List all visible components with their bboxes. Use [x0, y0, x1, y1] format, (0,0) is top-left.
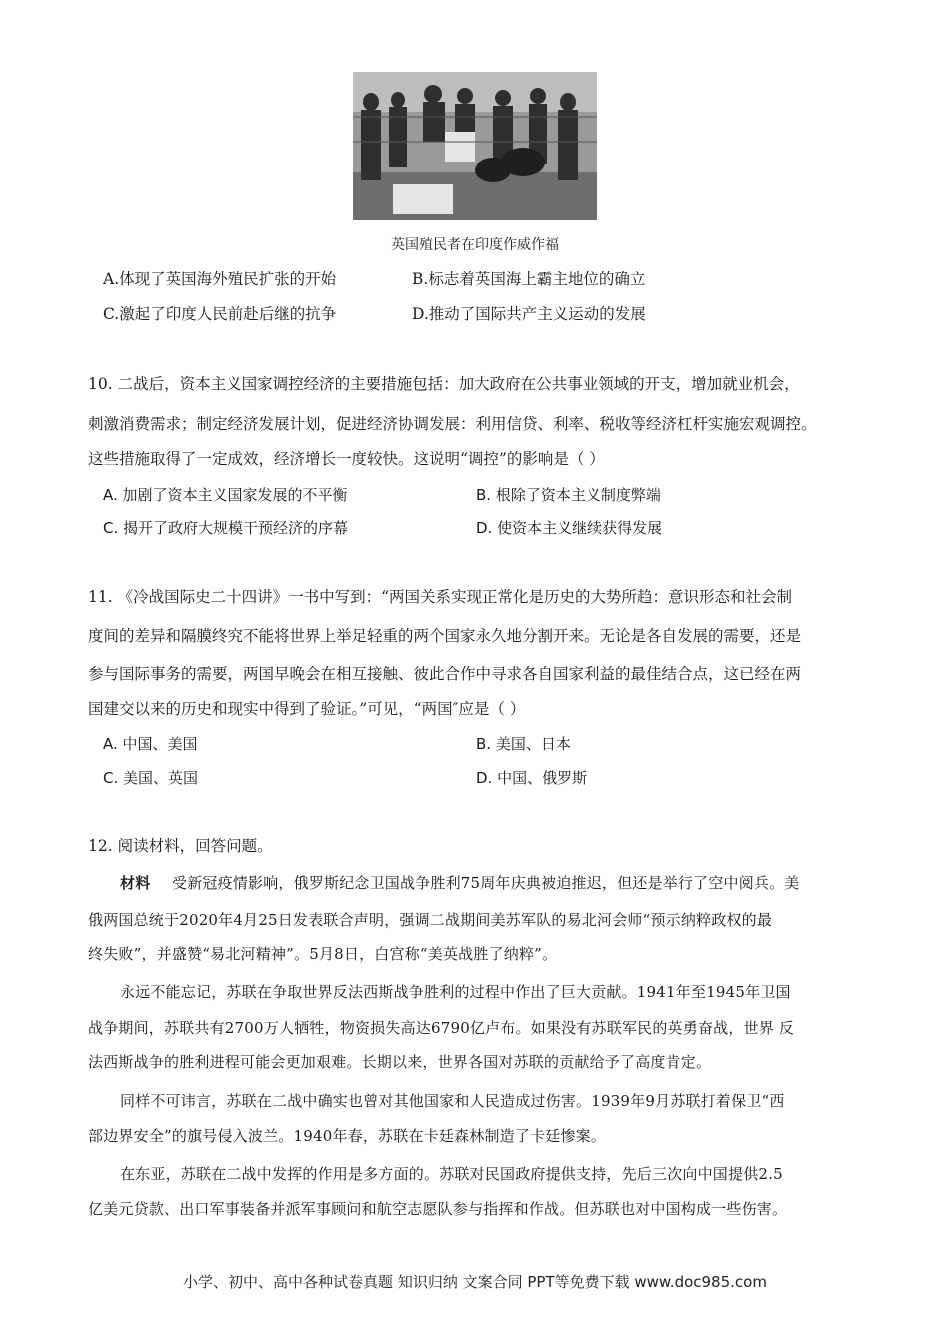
figure-caption: 英国殖民者在印度作威作福: [391, 237, 559, 253]
material-line: 永远不能忘记，苏联在争取世界反法西斯战争胜利的过程中作出了巨大贡献。1941年至1945年卫国: [120, 983, 791, 1001]
q11-stem-line: 参与国际事务的需要，两国早晚会在相互接触、彼此合作中寻求各自国家利益的最佳结合点，这已经在两: [88, 665, 802, 683]
material-line: 终失败”，并盛赞“易北河精神”。5月8日，白宫称“美英战胜了纳粹”。: [88, 945, 558, 963]
material-label: 材料: [120, 874, 151, 892]
q9-option-b: B.标志着英国海上霸主地位的确立: [412, 270, 646, 288]
material-line: 同样不可讳言，苏联在二战中确实也曾对其他国家和人民造成过伤害。1939年9月苏联打着保卫“西: [120, 1092, 785, 1110]
q10-option-d: D. 使资本主义继续获得发展: [476, 519, 663, 537]
q9-option-a: A.体现了英国海外殖民扩张的开始: [103, 270, 337, 288]
q10-option-c: C. 揭开了政府大规模干预经济的序幕: [103, 519, 349, 537]
footer-ad: 小学、初中、高中各种试卷真题 知识归纳 文案合同 PPT等免费下载 www.doc985.com: [183, 1273, 767, 1291]
q11-option-b: B. 美国、日本: [476, 735, 571, 753]
material-line: 俄两国总统于2020年4月25日发表联合声明，强调二战期间美苏军队的易北河会师“预示纳粹政权的最: [88, 911, 773, 929]
q10-option-a: A. 加剧了资本主义国家发展的不平衡: [103, 486, 348, 504]
q10-stem-line: 10. 二战后，资本主义国家调控经济的主要措施包括：加大政府在公共事业领域的开支，增加就业机会，: [88, 375, 800, 393]
q10-stem-line: 刺激消费需求；制定经济发展计划，促进经济协调发展：利用信贷、利率、税收等经济杠杆实施宏观调控。: [88, 415, 817, 433]
material-line: 受新冠疫情影响，俄罗斯纪念卫国战争胜利75周年庆典被迫推迟，但还是举行了空中阅兵。美: [172, 874, 800, 892]
q11-stem-line: 度间的差异和隔膜终究不能将世界上举足轻重的两个国家永久地分割开来。无论是各自发展的需要，还是: [88, 627, 802, 645]
q10-option-b: B. 根除了资本主义制度弊端: [476, 486, 661, 504]
q10-stem-line: 这些措施取得了一定成效，经济增长一度较快。这说明“调控”的影响是（ ）: [88, 450, 605, 468]
q11-option-c: C. 美国、英国: [103, 769, 199, 787]
material-line: 法西斯战争的胜利进程可能会更加艰难。长期以来，世界各国对苏联的贡献给予了高度肯定。: [88, 1053, 712, 1071]
q11-stem-line: 11. 《冷战国际史二十四讲》一书中写到：“两国关系实现正常化是历史的大势所趋：意识形态和社会制: [88, 588, 793, 606]
q11-stem-line: 国建交以来的历史和现实中得到了验证。”可见，“两国″应是（ ）: [88, 700, 526, 718]
q11-option-d: D. 中国、俄罗斯: [476, 769, 588, 787]
q11-option-a: A. 中国、美国: [103, 735, 198, 753]
historical-illustration: [353, 72, 597, 220]
material-line: 部边界安全”的旗号侵入波兰。1940年春，苏联在卡廷森林制造了卡廷惨案。: [88, 1127, 607, 1145]
q9-option-d: D.推动了国际共产主义运动的发展: [412, 305, 646, 323]
material-line: 战争期间，苏联共有2700万人牺牲，物资损失高达6790亿卢布。如果没有苏联军民的英勇奋战，世界 反: [88, 1019, 795, 1037]
material-line: 在东亚，苏联在二战中发挥的作用是多方面的。苏联对民国政府提供支持，先后三次向中国提供2.5: [120, 1165, 783, 1183]
q9-option-c: C.激起了印度人民前赴后继的抗争: [103, 305, 337, 323]
material-line: 亿美元贷款、出口军事装备并派军事顾问和航空志愿队参与指挥和作战。但苏联也对中国构成一些伤害。: [88, 1200, 788, 1218]
q12-title: 12. 阅读材料，回答问题。: [88, 837, 273, 855]
